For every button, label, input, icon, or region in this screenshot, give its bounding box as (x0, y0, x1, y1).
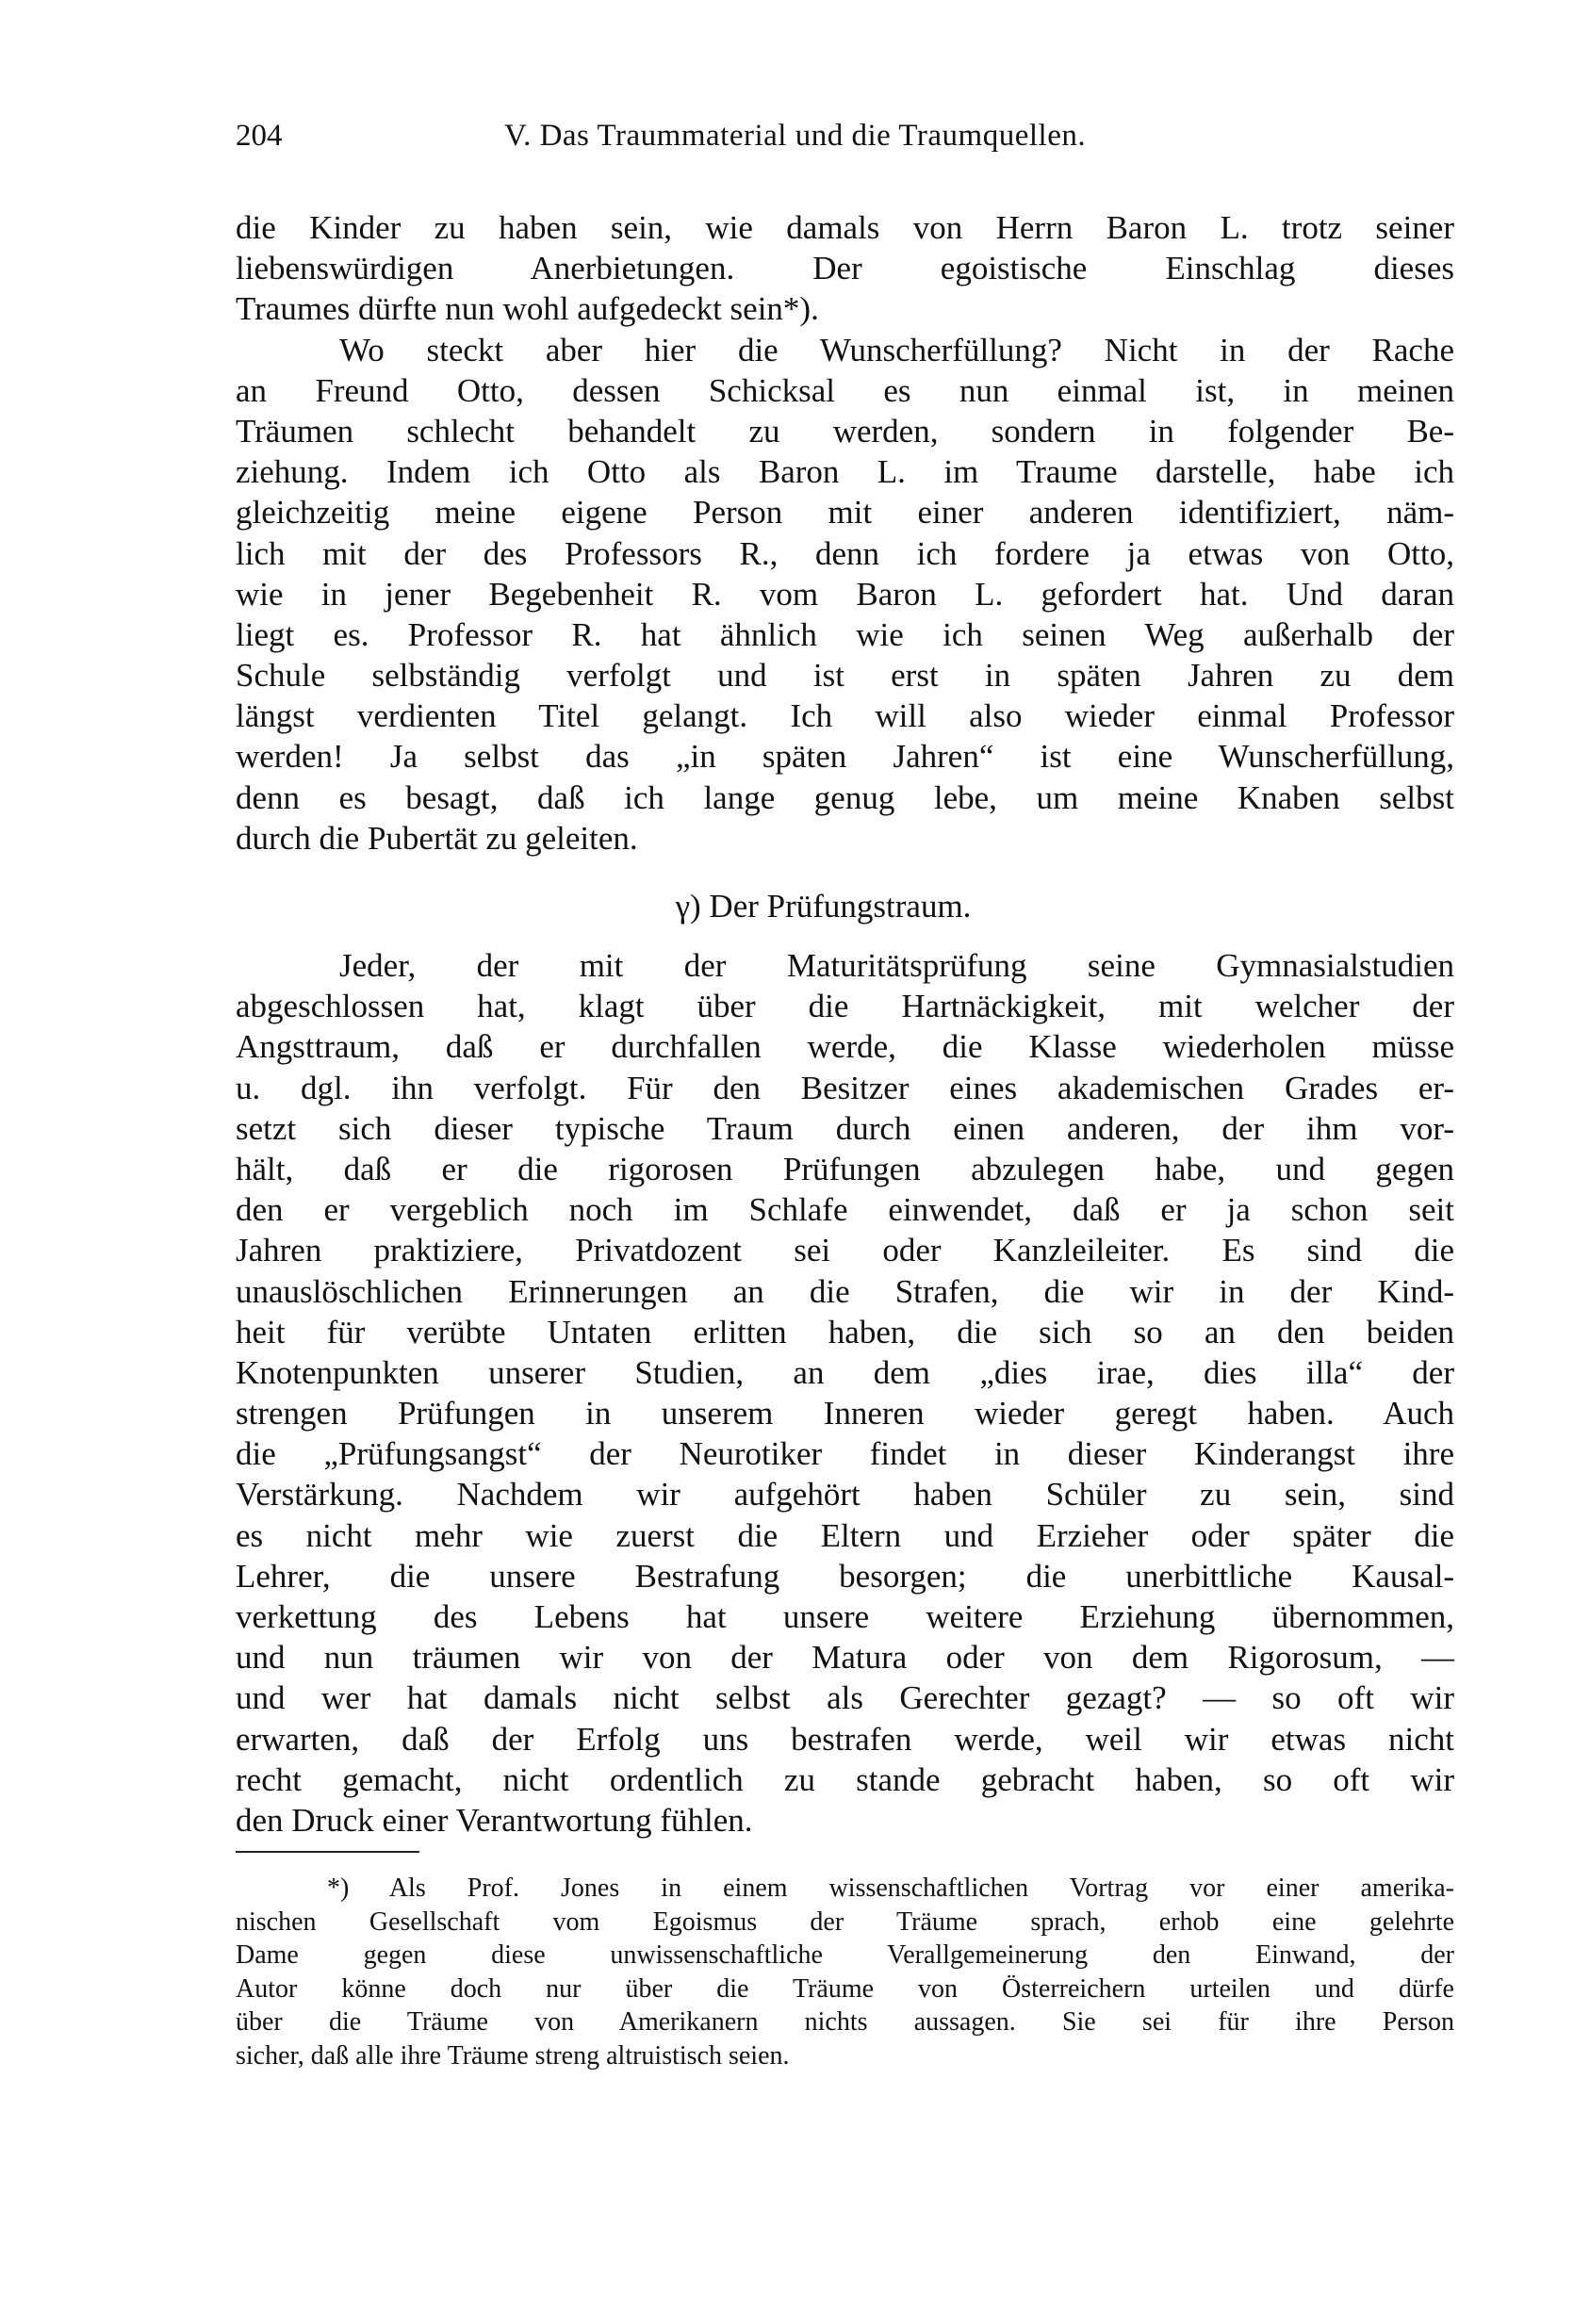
text-line: über die Träume von Amerikanern nichts aussagen. Sie sei für ihre Person (236, 2007, 1454, 2038)
text-line: hält, daß er die rigorosen Prüfungen abzulegen habe, und gegen (236, 1150, 1454, 1187)
text-line: Lehrer, die unsere Bestrafung besorgen; die unerbittliche Kausal- (236, 1557, 1454, 1595)
text-line: es nicht mehr wie zuerst die Eltern und Erzieher oder später die (236, 1516, 1454, 1554)
text-line: durch die Pubertät zu geleiten. (236, 819, 638, 857)
running-title: V. Das Traummaterial und die Traumquellen. (504, 119, 1087, 153)
text-line: Angsttraum, daß er durchfallen werde, die Klasse wiederholen müsse (236, 1028, 1454, 1066)
text-line: nischen Gesellschaft vom Egoismus der Träume sprach, erhob eine gelehrte (236, 1907, 1454, 1937)
text-line: u. dgl. ihn verfolgt. Für den Besitzer eines akademischen Grades er- (236, 1069, 1454, 1106)
text-line: denn es besagt, daß ich lange genug lebe, um meine Knaben selbst (236, 778, 1454, 816)
text-line: Traumes dürfte nun wohl aufgedeckt sein*). (236, 290, 819, 328)
section-heading: γ) Der Prüfungstraum. (675, 888, 972, 925)
text-line: wie in jener Begebenheit R. vom Baron L. gefordert hat. Und daran (236, 575, 1454, 613)
text-line: gleichzeitig meine eigene Person mit einer anderen identifiziert, näm- (236, 494, 1454, 532)
text-line: Autor könne doch nur über die Träume von Österreichern urteilen und dürfe (236, 1973, 1454, 2004)
text-line: lich mit der des Professors R., denn ich fordere ja etwas von Otto, (236, 534, 1454, 572)
text-line: Verstärkung. Nachdem wir aufgehört haben Schüler zu sein, sind (236, 1476, 1454, 1514)
text-line: werden! Ja selbst das „in späten Jahren“ ist eine Wunscherfüllung, (236, 738, 1454, 776)
text-line: Jahren praktiziere, Privatdozent sei oder Kanzleileiter. Es sind die (236, 1232, 1454, 1269)
page-number: 204 (236, 119, 283, 153)
text-line: Träumen schlecht behandelt zu werden, sondern in folgender Be- (236, 412, 1454, 450)
text-line: ziehung. Indem ich Otto als Baron L. im Traume darstelle, habe ich (236, 453, 1454, 491)
text-line: und nun träumen wir von der Matura oder von dem Rigorosum, — (236, 1639, 1454, 1677)
text-line: an Freund Otto, dessen Schicksal es nun einmal ist, in meinen (236, 371, 1454, 409)
text-line: abgeschlossen hat, klagt über die Hartnäckigkeit, mit welcher der (236, 988, 1454, 1025)
text-line: liegt es. Professor R. hat ähnlich wie ich seinen Weg außerhalb der (236, 615, 1454, 653)
text-line: liebenswürdigen Anerbietungen. Der egoistische Einschlag dieses (236, 250, 1454, 287)
text-line: heit für verübte Untaten erlitten haben, die sich so an den beiden (236, 1313, 1454, 1350)
body-text-top (236, 207, 1454, 859)
text-line: unauslöschlichen Erinnerungen an die Strafen, die wir in der Kind- (236, 1272, 1454, 1310)
text-line: Schule selbständig verfolgt und ist erst in späten Jahren zu dem (236, 657, 1454, 695)
footnote-rule (236, 1851, 419, 1853)
body-text-bottom (236, 945, 1454, 1841)
text-line: Jeder, der mit der Maturitätsprüfung seine Gymnasialstudien (339, 947, 1454, 984)
text-line: Wo steckt aber hier die Wunscherfüllung? Nicht in der Rache (339, 331, 1454, 368)
text-line: sicher, daß alle ihre Träume streng altruistisch seien. (236, 2040, 790, 2070)
text-line: und wer hat damals nicht selbst als Gerechter gezagt? — so oft wir (236, 1679, 1454, 1717)
text-line: strengen Prüfungen in unserem Inneren wieder geregt haben. Auch (236, 1395, 1454, 1432)
text-line: verkettung des Lebens hat unsere weitere Erziehung übernommen, (236, 1598, 1454, 1635)
text-line: Knotenpunkten unserer Studien, an dem „dies irae, dies illa“ der (236, 1353, 1454, 1391)
text-line: die Kinder zu haben sein, wie damals von Herrn Baron L. trotz seiner (236, 209, 1454, 246)
text-line: *) Als Prof. Jones in einem wissenschaftlichen Vortrag vor einer amerika- (327, 1874, 1454, 1903)
text-line: längst verdienten Titel gelangt. Ich will also wieder einmal Professor (236, 697, 1454, 735)
footnote (236, 1872, 1454, 2073)
text-line: setzt sich dieser typische Traum durch einen anderen, der ihm vor- (236, 1109, 1454, 1147)
text-line: Dame gegen diese unwissenschaftliche Verallgemeinerung den Einwand, der (236, 1940, 1454, 1971)
text-line: erwarten, daß der Erfolg uns bestrafen werde, weil wir etwas nicht (236, 1720, 1454, 1758)
text-line: die „Prüfungsangst“ der Neurotiker findet in dieser Kinderangst ihre (236, 1435, 1454, 1473)
text-line: den er vergeblich noch im Schlafe einwendet, daß er ja schon seit (236, 1191, 1454, 1229)
text-line: recht gemacht, nicht ordentlich zu stande gebracht haben, so oft wir (236, 1760, 1454, 1798)
text-line: den Druck einer Verantwortung fühlen. (236, 1801, 753, 1839)
running-header (236, 119, 1454, 164)
